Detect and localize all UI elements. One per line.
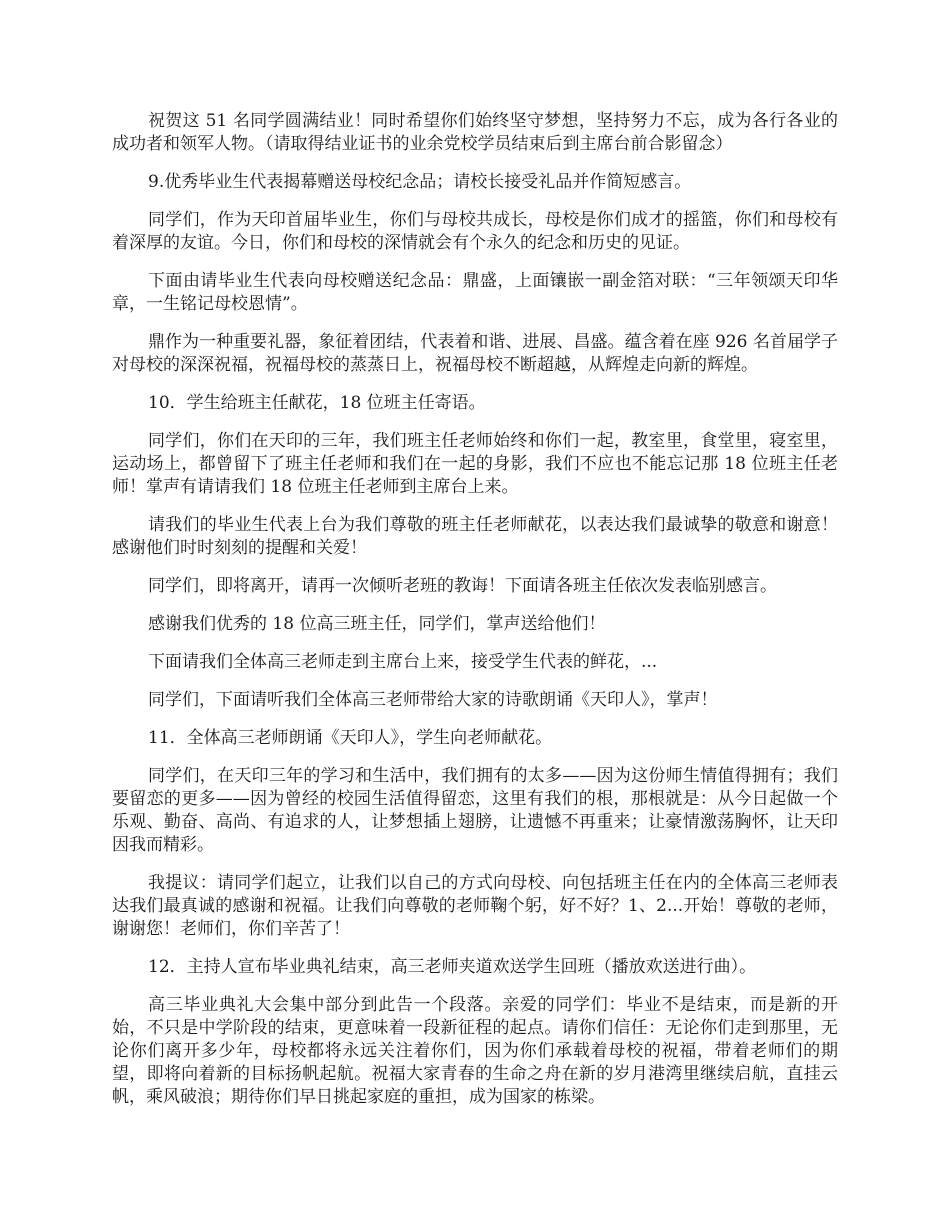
paragraph: 下面由请毕业生代表向母校赠送纪念品：鼎盛，上面镶嵌一副金箔对联：“三年领颂天印华章，一生铭记母校恩情”。	[112, 271, 838, 314]
paragraph: 10．学生给班主任献花，18 位班主任寄语。	[148, 393, 486, 413]
paragraph: 11．全体高三老师朗诵《天印人》，学生向老师献花。	[148, 728, 553, 748]
paragraph: 同学们，你们在天印的三年，我们班主任老师始终和你们一起，教室里，食堂里，寝室里，运动场上，都曾留下了班主任老师和我们在一起的身影，我们不应也不能忘记那 18 位班主任老师！掌声有请请我们 18 位班主任老师到主席台上来。	[112, 431, 838, 497]
paragraph: 请我们的毕业生代表上台为我们尊敬的班主任老师献花，以表达我们最诚挚的敬意和谢意！感谢他们时时刻刻的提醒和关爱！	[112, 515, 838, 558]
paragraph: 高三毕业典礼大会集中部分到此告一个段落。亲爱的同学们：毕业不是结束，而是新的开始，不只是中学阶段的结束，更意味着一段新征程的起点。请你们信任：无论你们走到那里，无论你们离开多少年，母校都将永远关注着你们，因为你们承载着母校的祝福，带着老师们的期望，即将向着新的目标扬帆起航。祝福大家青春的生命之舟在新的岁月港湾里继续启航，直挂云帆，乘风破浪；期待你们早日挑起家庭的重担，成为国家的栋梁。	[112, 995, 838, 1107]
paragraph: 我提议：请同学们起立，让我们以自己的方式向母校、向包括班主任在内的全体高三老师表达我们最真诚的感谢和祝福。让我们向尊敬的老师鞠个躬，好不好？1、2...开始！尊敬的老师，谢谢您！老师们，你们辛苦了！	[112, 873, 838, 939]
document-body	[112, 110, 838, 1124]
paragraph: 感谢我们优秀的 18 位高三班主任，同学们，掌声送给他们！	[148, 614, 606, 634]
paragraph: 祝贺这 51 名同学圆满结业！同时希望你们始终坚守梦想，坚持努力不忘，成为各行各业的成功者和领军人物。（请取得结业证书的业余党校学员结束后到主席台前合影留念）	[112, 111, 838, 154]
paragraph: 同学们，在天印三年的学习和生活中，我们拥有的太多——因为这份师生情值得拥有；我们要留恋的更多——因为曾经的校园生活值得留恋，这里有我们的根，那根就是：从今日起做一个乐观、勤奋、高尚、有追求的人，让梦想插上翅膀，让遗憾不再重来；让豪情激荡胸怀，让天印因我而精彩。	[112, 766, 838, 855]
paragraph: 12．主持人宣布毕业典礼结束，高三老师夹道欢送学生回班（播放欢送进行曲）。	[148, 957, 757, 977]
paragraph: 9.优秀毕业生代表揭幕赠送母校纪念品；请校长接受礼品并作简短感言。	[148, 172, 692, 192]
paragraph: 同学们，作为天印首届毕业生，你们与母校共成长，母校是你们成才的摇篮，你们和母校有着深厚的友谊。今日，你们和母校的深情就会有个永久的纪念和历史的见证。	[112, 210, 838, 253]
paragraph: 鼎作为一种重要礼器，象征着团结，代表着和谐、进展、昌盛。蕴含着在座 926 名首届学子对母校的深深祝福，祝福母校的蒸蒸日上，祝福母校不断超越，从辉煌走向新的辉煌。	[112, 332, 838, 375]
paragraph: 下面请我们全体高三老师走到主席台上来，接受学生代表的鲜花，...	[148, 652, 658, 672]
paragraph: 同学们，即将离开，请再一次倾听老班的教诲！下面请各班主任依次发表临别感言。	[148, 576, 777, 596]
paragraph: 同学们，下面请听我们全体高三老师带给大家的诗歌朗诵《天印人》，掌声！	[148, 690, 718, 710]
